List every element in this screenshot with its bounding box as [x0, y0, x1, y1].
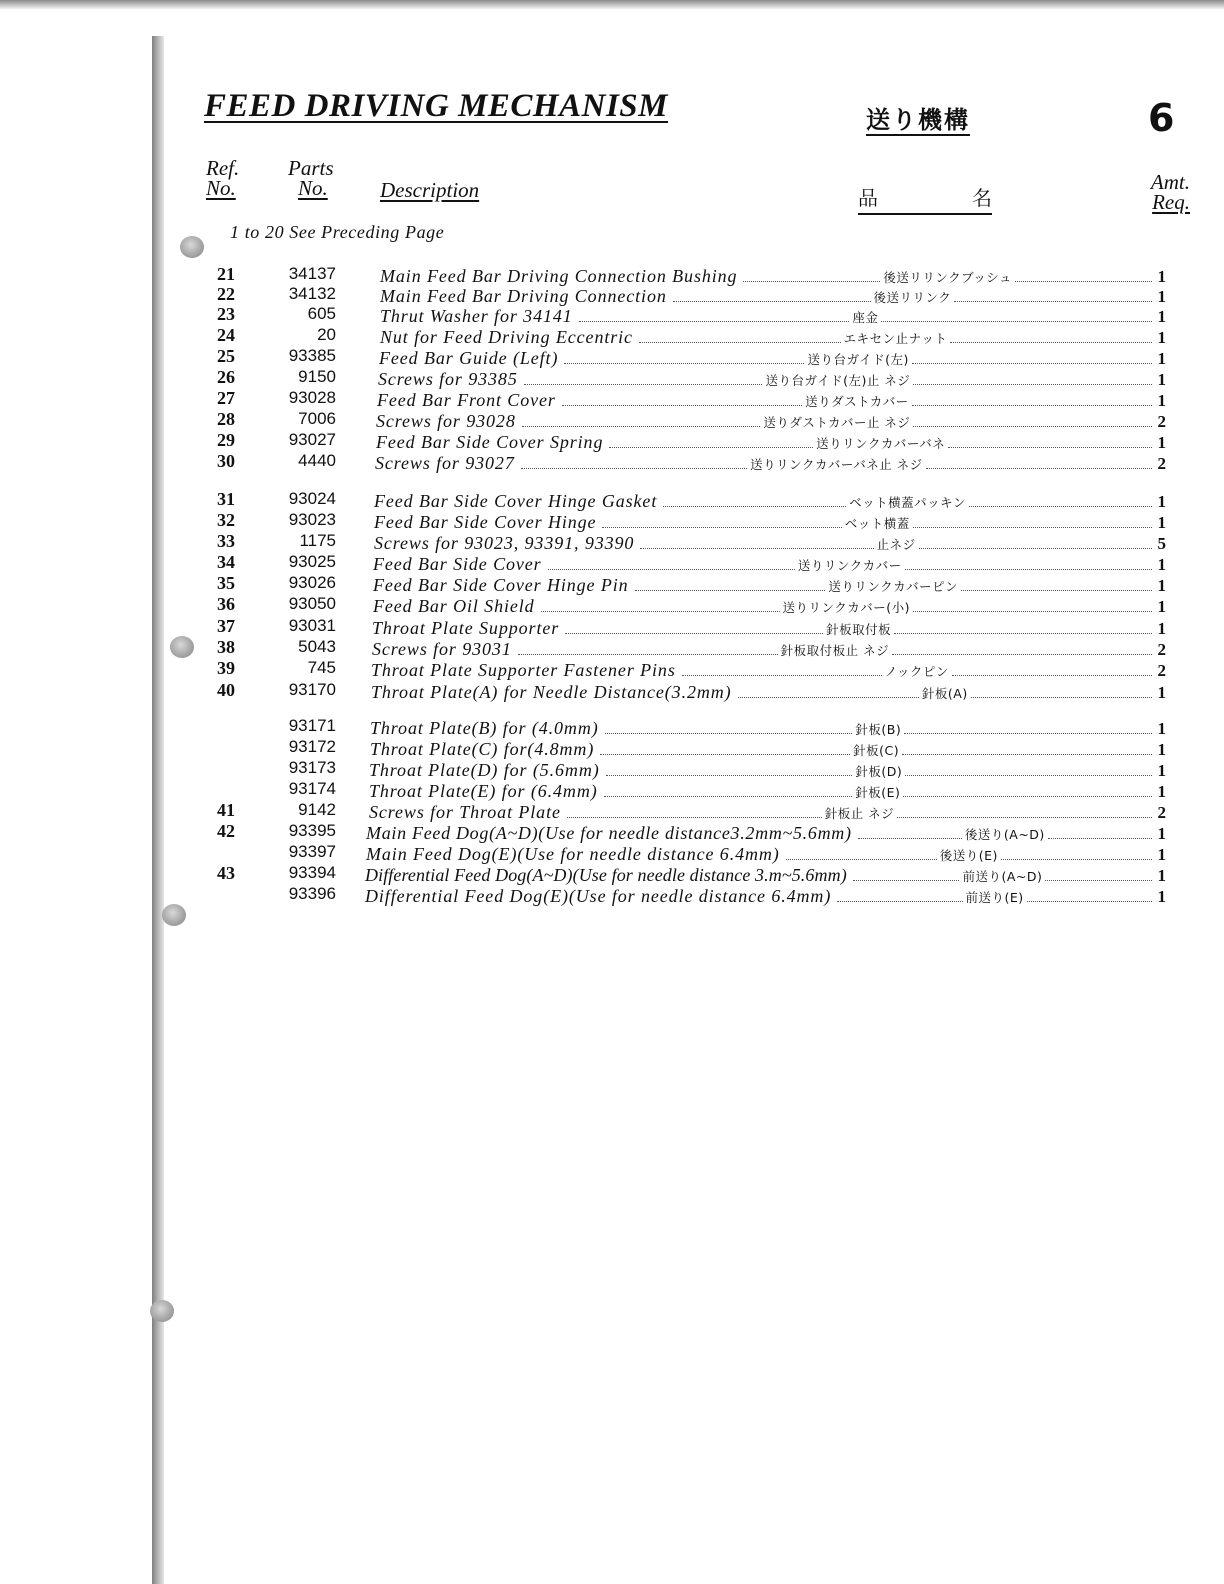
row-content: [376, 411, 1166, 432]
part-no: 93023: [288, 510, 336, 529]
amount-required: 1: [1157, 513, 1166, 532]
name-jp: 針板取付板止 ネジ: [780, 643, 890, 658]
dot-leader: [682, 675, 882, 676]
name-jp: 送りリンクカバーバネ止 ネジ: [750, 457, 923, 472]
amount-required: 1: [1157, 866, 1167, 885]
dot-leader: [565, 633, 823, 634]
row-content: [380, 327, 1166, 348]
part-no: 9142: [298, 800, 336, 819]
description: Feed Bar Front Cover: [377, 390, 556, 410]
dot-leader: [913, 611, 1152, 612]
dot-leader: [579, 321, 850, 322]
table-row: [0, 680, 1224, 710]
part-no: 93171: [288, 716, 336, 735]
description: Feed Bar Side Cover Hinge Pin: [373, 575, 629, 595]
dot-leader: [954, 301, 1152, 302]
amount-required: 1: [1157, 307, 1166, 326]
name-jp: 後送リリンク: [873, 290, 952, 305]
part-no: 93050: [288, 594, 336, 613]
amount-required: 2: [1157, 454, 1166, 473]
row-content: [374, 512, 1166, 533]
part-no: 93170: [288, 680, 336, 699]
part-no: 93174: [288, 779, 336, 798]
row-content: [369, 760, 1166, 781]
ref-no: 34: [217, 552, 235, 572]
description: Feed Bar Side Cover Hinge: [374, 512, 597, 532]
dot-leader: [786, 859, 937, 860]
row-content: [373, 575, 1166, 596]
amount-required: 1: [1157, 740, 1166, 759]
description: Main Feed Dog(A~D)(Use for needle distance3.2mm~5.6mm): [366, 823, 852, 843]
description: Main Feed Dog(E)(Use for needle distance 6.4mm): [366, 844, 780, 864]
amount-required: 1: [1157, 370, 1166, 389]
ref-no: 41: [217, 800, 235, 820]
dot-leader: [905, 569, 1152, 570]
name-jp: 後送り(E): [939, 848, 998, 863]
name-jp: 送りダストカバー: [805, 394, 909, 409]
dot-leader: [738, 697, 919, 698]
ref-no: 37: [217, 616, 235, 636]
description: Feed Bar Side Cover: [373, 554, 542, 574]
row-content: [371, 682, 1166, 703]
part-no: 93027: [288, 430, 336, 449]
part-no: 93397: [288, 842, 336, 861]
row-content: [376, 432, 1166, 453]
name-jp: エキセン止ナット: [843, 331, 948, 346]
dot-leader: [892, 654, 1152, 655]
header-parts-no: Parts No.: [288, 156, 334, 200]
row-content: [379, 348, 1166, 369]
dot-leader: [521, 468, 747, 469]
name-jp: 送りリンクカバー: [797, 558, 902, 573]
dot-leader: [564, 363, 804, 364]
part-no: 93028: [288, 388, 336, 407]
dot-leader: [913, 527, 1152, 528]
dot-leader: [858, 838, 962, 839]
dot-leader: [635, 590, 826, 591]
row-content: [373, 554, 1166, 575]
dot-leader: [969, 506, 1152, 507]
row-content: [377, 390, 1166, 411]
dot-leader: [562, 405, 802, 406]
row-content: [374, 491, 1166, 512]
part-no: 93026: [288, 573, 336, 592]
ref-no: 27: [217, 388, 235, 408]
dot-leader: [606, 775, 853, 776]
dot-leader: [1027, 901, 1152, 902]
punch-hole: [180, 236, 204, 258]
ref-no: 21: [217, 264, 235, 284]
dot-leader: [971, 697, 1152, 698]
row-content: [369, 802, 1166, 823]
name-jp: 後送リリンクブッシュ: [883, 270, 1013, 285]
ref-no: 32: [217, 510, 235, 530]
dot-leader: [894, 633, 1152, 634]
ref-no: 26: [217, 367, 235, 387]
amount-required: 1: [1157, 845, 1167, 864]
description: Feed Bar Guide (Left): [379, 348, 559, 368]
part-no: 1175: [299, 531, 336, 550]
row-content: [365, 865, 1166, 886]
amount-required: 1: [1157, 619, 1166, 638]
dot-leader: [640, 548, 873, 549]
row-content: [372, 639, 1166, 660]
dot-leader: [961, 590, 1152, 591]
dot-leader: [1045, 880, 1152, 881]
ref-no: 36: [217, 594, 235, 614]
description: Throat Plate(D) for (5.6mm): [369, 760, 600, 780]
ref-no: 38: [217, 637, 235, 657]
ref-no: 35: [217, 573, 235, 593]
dot-leader: [743, 281, 880, 282]
name-jp: 止ネジ: [876, 537, 916, 552]
row-content: [370, 739, 1166, 760]
name-jp: 針板(E): [855, 785, 901, 800]
amount-required: 1: [1157, 782, 1166, 801]
amount-required: 2: [1157, 640, 1166, 659]
dot-leader: [609, 447, 813, 448]
dot-leader: [673, 301, 871, 302]
name-jp: 送り台ガイド(左): [807, 352, 909, 367]
description: Screws for 93027: [375, 453, 515, 473]
amount-required: 5: [1157, 534, 1167, 553]
description: Screws for 93028: [376, 411, 516, 431]
dot-leader: [548, 569, 795, 570]
amount-required: 1: [1157, 761, 1167, 780]
description: Throat Plate Supporter: [372, 618, 560, 638]
part-no: 93024: [288, 489, 336, 508]
name-jp: 送りリンクカバーバネ: [816, 436, 946, 451]
amount-required: 1: [1157, 492, 1166, 511]
dot-leader: [1015, 281, 1152, 282]
part-no: 93396: [288, 884, 336, 903]
name-jp: 針板(C): [853, 743, 900, 758]
part-no: 93395: [288, 821, 336, 840]
row-content: [373, 596, 1166, 617]
part-no: 93172: [288, 737, 336, 756]
dot-leader: [639, 342, 841, 343]
part-no: 5043: [298, 637, 336, 656]
table-row: [0, 451, 1224, 481]
amount-required: 1: [1157, 683, 1167, 702]
header-amt-req: Amt. Req.: [1150, 170, 1190, 214]
ref-no: 29: [217, 430, 235, 450]
description: Screws for 93385: [378, 369, 518, 389]
header-name-jp: 品 名: [858, 182, 992, 215]
header-ref-no: Ref. No.: [206, 156, 240, 200]
dot-leader: [948, 447, 1152, 448]
description: Screws for 93023, 93391, 93390: [374, 533, 635, 553]
row-content: [366, 823, 1166, 844]
part-no: 605: [307, 304, 336, 323]
page-title: FEED DRIVING MECHANISM: [204, 88, 668, 124]
part-no: 4440: [298, 451, 336, 470]
ref-no: 28: [217, 409, 235, 429]
description: Throat Plate(C) for(4.8mm): [370, 739, 595, 759]
row-content: [374, 533, 1166, 554]
dot-leader: [913, 426, 1152, 427]
dot-leader: [905, 775, 1152, 776]
row-content: [380, 306, 1166, 327]
ref-no: 33: [217, 531, 235, 551]
row-content: [365, 886, 1166, 907]
dot-leader: [522, 426, 761, 427]
dot-leader: [902, 754, 1152, 755]
name-jp: ベット横蓋: [844, 516, 910, 531]
dot-leader: [904, 733, 1152, 734]
dot-leader: [600, 754, 850, 755]
amount-required: 1: [1157, 287, 1167, 306]
dot-leader: [518, 654, 778, 655]
ref-no: 31: [217, 489, 235, 509]
amount-required: 1: [1157, 576, 1166, 595]
description: Throat Plate(E) for (6.4mm): [369, 781, 598, 801]
name-jp: 送りリンクカバー(小): [782, 600, 911, 615]
part-no: 9150: [298, 367, 336, 386]
dot-leader: [926, 468, 1152, 469]
name-jp: 座金: [852, 310, 879, 325]
dot-leader: [837, 901, 962, 902]
scan-top-edge: [0, 0, 1224, 10]
dot-leader: [567, 817, 822, 818]
ref-no: 30: [217, 451, 235, 471]
name-jp: 針板取付板: [826, 622, 892, 637]
name-jp: ベット横蓋パッキン: [849, 495, 967, 510]
dot-leader: [912, 405, 1152, 406]
ref-no: 22: [217, 284, 235, 304]
page-title-jp: 送り機構: [866, 106, 970, 134]
ref-no: 24: [217, 325, 235, 345]
row-content: [370, 718, 1166, 739]
header-description: Description: [380, 178, 480, 202]
amount-required: 1: [1157, 267, 1166, 286]
description: Feed Bar Oil Shield: [373, 596, 535, 616]
row-content: [372, 618, 1166, 639]
dot-leader: [605, 733, 853, 734]
ref-no: 23: [217, 304, 235, 324]
dot-leader: [663, 506, 846, 507]
description: Feed Bar Side Cover Hinge Gasket: [374, 491, 658, 511]
amount-required: 1: [1157, 391, 1166, 410]
amount-required: 1: [1157, 824, 1167, 843]
dot-leader: [903, 796, 1152, 797]
description: Screws for 93031: [372, 639, 512, 659]
amount-required: 2: [1157, 803, 1167, 822]
dot-leader: [853, 880, 960, 881]
table-row: [0, 884, 1224, 914]
name-jp: 針板(B): [855, 722, 902, 737]
name-jp: 前送り(E): [965, 890, 1024, 905]
name-jp: 前送り(A~D): [962, 869, 1043, 884]
dot-leader: [952, 675, 1152, 676]
amount-required: 1: [1157, 719, 1166, 738]
amount-required: 1: [1157, 597, 1166, 616]
row-content: [369, 781, 1166, 802]
description: Throat Plate Supporter Fastener Pins: [371, 660, 676, 680]
amount-required: 2: [1157, 412, 1166, 431]
ref-no: 39: [217, 658, 235, 678]
part-no: 93173: [288, 758, 336, 777]
dot-leader: [541, 611, 780, 612]
dot-leader: [1001, 859, 1152, 860]
dot-leader: [524, 384, 763, 385]
ref-no: 43: [217, 863, 235, 883]
description: Main Feed Bar Driving Connection Bushing: [380, 266, 738, 286]
punch-hole: [150, 1300, 174, 1322]
part-no: 93031: [288, 616, 336, 635]
row-content: [371, 660, 1166, 681]
name-jp: 針板(A): [921, 686, 968, 701]
amount-required: 1: [1157, 433, 1166, 452]
part-no: 20: [317, 325, 336, 344]
row-content: [375, 453, 1166, 474]
description: Nut for Feed Driving Eccentric: [380, 327, 633, 347]
dot-leader: [950, 342, 1152, 343]
ref-no: 25: [217, 346, 235, 366]
name-jp: 後送り(A~D): [964, 827, 1045, 842]
description: Throat Plate(B) for (4.0mm): [370, 718, 599, 738]
part-no: 7006: [298, 409, 336, 428]
description: Differential Feed Dog(E)(Use for needle distance 6.4mm): [365, 886, 832, 906]
amount-required: 2: [1157, 661, 1166, 680]
name-jp: 針板(D): [855, 764, 903, 779]
row-content: [380, 286, 1166, 307]
dot-leader: [912, 363, 1152, 364]
name-jp: 送りダストカバー止 ネジ: [763, 415, 911, 430]
dot-leader: [881, 321, 1152, 322]
description: Throat Plate(A) for Needle Distance(3.2mm): [371, 682, 732, 702]
preceding-note: 1 to 20 See Preceding Page: [230, 222, 445, 242]
amount-required: 1: [1157, 887, 1166, 906]
name-jp: 針板止 ネジ: [824, 806, 895, 821]
dot-leader: [1048, 838, 1152, 839]
dot-leader: [913, 384, 1152, 385]
ref-no: 42: [217, 821, 235, 841]
amount-required: 1: [1157, 328, 1166, 347]
row-content: [380, 266, 1166, 287]
description: Differential Feed Dog(A~D)(Use for needle distance 3.m~5.6mm): [365, 865, 847, 885]
dot-leader: [604, 796, 853, 797]
description: Thrut Washer for 34141: [380, 306, 573, 326]
description: Main Feed Bar Driving Connection: [380, 286, 667, 306]
part-no: 34137: [288, 264, 336, 283]
dot-leader: [897, 817, 1152, 818]
dot-leader: [602, 527, 841, 528]
ref-no: 40: [217, 680, 235, 700]
amount-required: 1: [1157, 555, 1167, 574]
row-content: [366, 844, 1166, 865]
description: Screws for Throat Plate: [369, 802, 561, 822]
page-number: 6: [1148, 96, 1175, 140]
amount-required: 1: [1157, 349, 1166, 368]
part-no: 745: [307, 658, 336, 677]
part-no: 34132: [288, 284, 336, 303]
name-jp: ノックピン: [884, 664, 949, 679]
dot-leader: [919, 548, 1152, 549]
name-jp: 送りリンクカバーピン: [828, 579, 959, 594]
row-content: [378, 369, 1166, 390]
part-no: 93025: [288, 552, 336, 571]
name-jp: 送り台ガイド(左)止 ネジ: [765, 373, 911, 388]
part-no: 93394: [288, 863, 336, 882]
part-no: 93385: [288, 346, 336, 365]
description: Feed Bar Side Cover Spring: [376, 432, 604, 452]
